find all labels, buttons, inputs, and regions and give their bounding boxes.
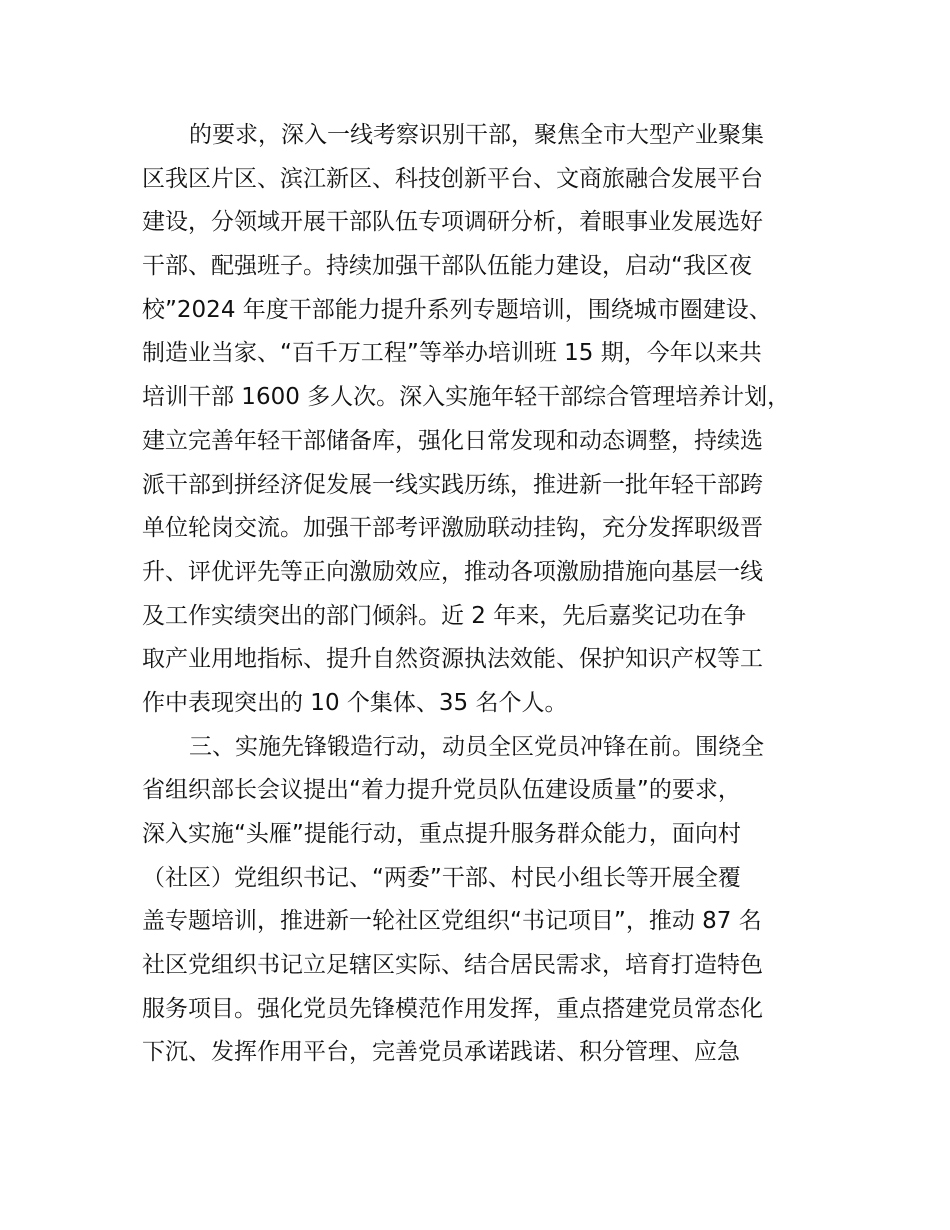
text-line: （社区）党组织书记、“两委”干部、村民小组长等开展全覆 bbox=[142, 864, 741, 891]
text-line: 深入实施“头雁”提能行动，重点提升服务群众能力，面向村 bbox=[142, 821, 741, 847]
text-line: 建设，分领域开展干部队伍专项调研分析，着眼事业发展选好 bbox=[142, 209, 763, 236]
text-line: 单位轮岗交流。加强干部考评激励联动挂钩，充分发挥职级晋 bbox=[142, 515, 763, 542]
text-line: 干部、配强班子。持续加强干部队伍能力建设，启动“我区夜 bbox=[142, 253, 752, 280]
text-line: 服务项目。强化党员先锋模范作用发挥，重点搭建党员常态化 bbox=[142, 995, 763, 1022]
text-line: 取产业用地指标、提升自然资源执法效能、保护知识产权等工 bbox=[142, 646, 763, 673]
text-line: 三、实施先锋锻造行动，动员全区党员冲锋在前。围绕全 bbox=[189, 733, 764, 760]
text-line: 升、评优评先等正向激励效应，推动各项激励措施向基层一线 bbox=[142, 558, 763, 585]
paragraph-1 bbox=[142, 114, 842, 726]
text-line: 及工作实绩突出的部门倾斜。近 2 年来，先后嘉奖记功在争 bbox=[142, 602, 747, 629]
text-line: 建立完善年轻干部储备库，强化日常发现和动态调整，持续选 bbox=[142, 427, 763, 454]
paragraph-2 bbox=[142, 726, 842, 1076]
document-body bbox=[142, 114, 842, 1075]
text-line: 省组织部长会议提出“着力提升党员队伍建设质量”的要求， bbox=[142, 777, 741, 804]
text-line: 下沉、发挥作用平台，完善党员承诺践诺、积分管理、应急 bbox=[142, 1039, 740, 1066]
text-line: 作中表现突出的 10 个集体、35 名个人。 bbox=[142, 689, 568, 716]
text-line: 校”2024 年度干部能力提升系列专题培训，围绕城市圈建设、 bbox=[142, 296, 772, 323]
text-line: 盖专题培训，推进新一轮社区党组织“书记项目”，推动 87 名 bbox=[142, 908, 762, 935]
text-line: 派干部到拼经济促发展一线实践历练，推进新一批年轻干部跨 bbox=[142, 471, 763, 498]
text-line: 培训干部 1600 多人次。深入实施年轻干部综合管理培养计划， bbox=[142, 384, 791, 411]
text-line: 的要求，深入一线考察识别干部，聚焦全市大型产业聚集 bbox=[189, 122, 764, 148]
text-line: 社区党组织书记立足辖区实际、结合居民需求，培育打造特色 bbox=[142, 952, 763, 979]
text-line: 制造业当家、“百千万工程”等举办培训班 15 期，今年以来共 bbox=[142, 340, 762, 367]
text-line: 区我区片区、滨江新区、科技创新平台、文商旅融合发展平台 bbox=[142, 165, 763, 192]
